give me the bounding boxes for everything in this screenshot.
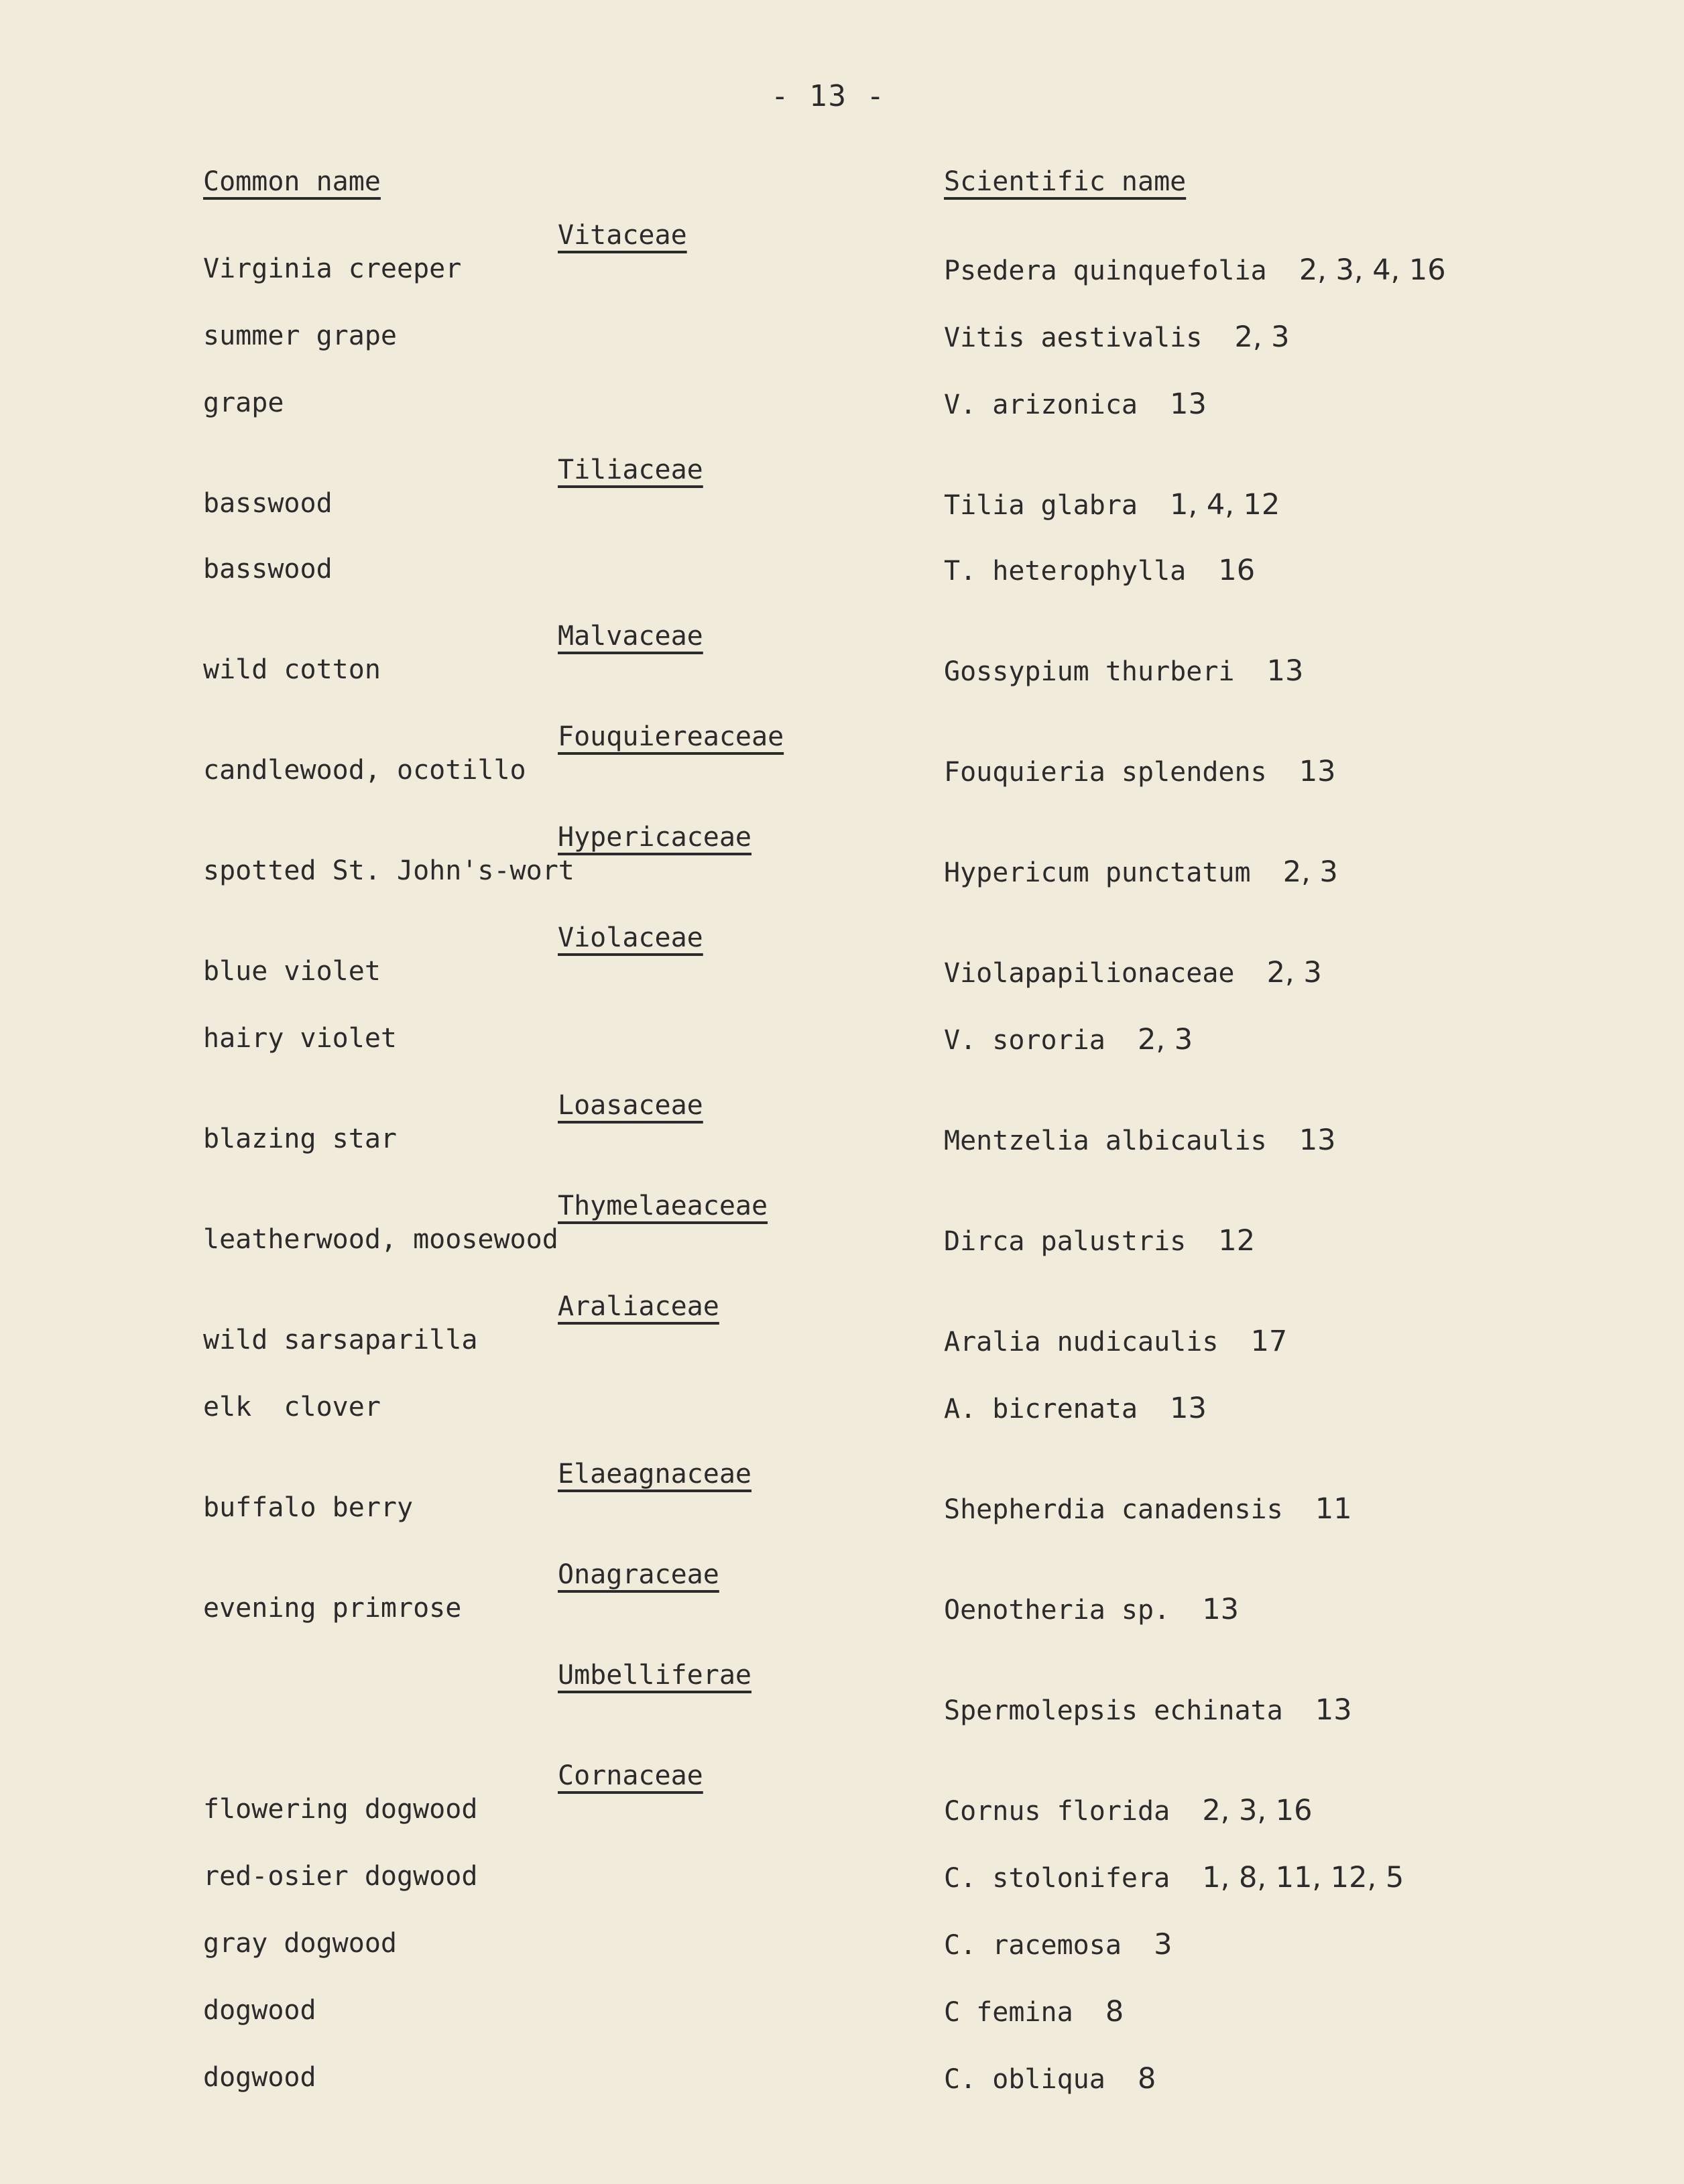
family-heading: Thymelaeaceae: [558, 1191, 768, 1221]
scientific-name-text: V. sororia: [944, 1025, 1105, 1056]
scientific-name-text: Mentzelia albicaulis: [944, 1126, 1267, 1156]
reference-numbers: 8: [1105, 1995, 1124, 2028]
scientific-name-text: Dirca palustris: [944, 1226, 1187, 1257]
scientific-name: [944, 320, 1290, 354]
common-name: dogwood: [203, 2062, 316, 2093]
scientific-name-text: Vitis aestivalis: [944, 322, 1203, 353]
reference-numbers: 13: [1266, 654, 1304, 688]
common-name: flowering dogwood: [203, 1794, 478, 1825]
family-heading: Tiliaceae: [558, 454, 703, 485]
scientific-name: [944, 253, 1446, 287]
scientific-name-text: Aralia nudicaulis: [944, 1327, 1219, 1357]
scientific-name-text: Spermolepsis echinata: [944, 1695, 1283, 1726]
family-heading: Malvaceae: [558, 621, 703, 652]
family-heading: Violaceae: [558, 922, 703, 953]
scientific-name: [944, 654, 1303, 688]
common-name: Virginia creeper: [203, 253, 462, 284]
scientific-name-text: Oenotheria sp.: [944, 1595, 1170, 1626]
family-heading: Onagraceae: [558, 1559, 719, 1590]
scientific-name-text: C. racemosa: [944, 1930, 1122, 1961]
family-heading: Fouquiereaceae: [558, 721, 784, 752]
reference-numbers: 2, 3: [1138, 1023, 1193, 1056]
scientific-name-text: Gossypium thurberi: [944, 656, 1235, 687]
scientific-name: [944, 1861, 1404, 1894]
scientific-name: [944, 755, 1336, 788]
reference-numbers: 13: [1315, 1693, 1352, 1727]
common-name: wild sarsaparilla: [203, 1325, 478, 1355]
reference-numbers: 13: [1299, 755, 1336, 788]
scientific-name: [944, 1995, 1124, 2028]
reference-numbers: 8: [1138, 2062, 1156, 2096]
reference-numbers: 2, 3: [1234, 320, 1290, 354]
scientific-name: [944, 1224, 1255, 1258]
scientific-name-text: C femina: [944, 1997, 1073, 2028]
reference-numbers: 13: [1202, 1593, 1240, 1626]
reference-numbers: 12: [1218, 1224, 1256, 1258]
common-name: grape: [203, 387, 284, 418]
common-name: blue violet: [203, 956, 381, 987]
reference-numbers: 1, 4, 12: [1170, 488, 1280, 522]
reference-numbers: 11: [1315, 1492, 1352, 1526]
reference-numbers: 3: [1154, 1928, 1172, 1961]
scientific-name: [944, 1693, 1352, 1727]
family-heading: Elaeagnaceae: [558, 1459, 751, 1490]
scientific-name: [944, 855, 1338, 889]
reference-numbers: 2, 3: [1282, 855, 1338, 889]
scientific-name-text: C. stolonifera: [944, 1863, 1170, 1894]
scientific-name-text: Shepherdia canadensis: [944, 1494, 1283, 1525]
common-name: dogwood: [203, 1995, 316, 2026]
family-heading: Vitaceae: [558, 220, 687, 251]
scientific-name: [944, 1023, 1193, 1056]
scientific-name-text: Violapapilionaceae: [944, 958, 1235, 989]
reference-numbers: 2, 3: [1266, 956, 1322, 989]
reference-numbers: 17: [1250, 1325, 1288, 1358]
scientific-name: [944, 488, 1280, 522]
scientific-name: [944, 1928, 1172, 1961]
common-name: candlewood, ocotillo: [203, 755, 526, 786]
family-heading: Araliaceae: [558, 1291, 719, 1322]
common-name: basswood: [203, 554, 333, 585]
common-name-header: Common name: [203, 166, 381, 197]
common-name: evening primrose: [203, 1593, 462, 1624]
scientific-name: [944, 1492, 1352, 1526]
reference-numbers: 13: [1299, 1124, 1336, 1157]
common-name: wild cotton: [203, 654, 381, 685]
common-name: red-osier dogwood: [203, 1861, 478, 1892]
common-name: hairy violet: [203, 1023, 397, 1054]
scientific-name: [944, 1124, 1336, 1157]
scientific-name-text: Cornus florida: [944, 1796, 1170, 1827]
family-heading: Loasaceae: [558, 1090, 703, 1121]
common-name: spotted St. John's-wort: [203, 855, 575, 886]
page-number: - 13 -: [771, 79, 886, 113]
reference-numbers: 1, 8, 11, 12, 5: [1202, 1861, 1404, 1894]
common-name: gray dogwood: [203, 1928, 397, 1959]
scientific-name-text: Psedera quinquefolia: [944, 255, 1267, 286]
scientific-name-text: Tilia glabra: [944, 490, 1138, 521]
common-name: elk clover: [203, 1392, 381, 1422]
reference-numbers: 2, 3, 4, 16: [1299, 253, 1446, 287]
common-name: summer grape: [203, 320, 397, 351]
family-heading: Hypericaceae: [558, 822, 751, 853]
scientific-name: [944, 1593, 1239, 1626]
reference-numbers: 16: [1218, 554, 1256, 587]
scientific-name: [944, 2062, 1156, 2096]
reference-numbers: 13: [1170, 387, 1207, 421]
scientific-name: [944, 1392, 1207, 1425]
scientific-name-text: Hypericum punctatum: [944, 857, 1251, 888]
scientific-name: [944, 1325, 1287, 1358]
common-name: leatherwood, moosewood: [203, 1224, 558, 1255]
common-name: buffalo berry: [203, 1492, 414, 1523]
scientific-name: [944, 554, 1255, 587]
reference-numbers: 2, 3, 16: [1202, 1794, 1313, 1827]
common-name: blazing star: [203, 1124, 397, 1154]
scientific-name-text: V. arizonica: [944, 389, 1138, 420]
scientific-name-text: A. bicrenata: [944, 1394, 1138, 1424]
scientific-name-header: Scientific name: [944, 166, 1187, 197]
reference-numbers: 13: [1170, 1392, 1207, 1425]
scientific-name-text: Fouquieria splendens: [944, 757, 1267, 788]
scientific-name: [944, 956, 1322, 989]
scientific-name: [944, 387, 1207, 421]
scientific-name: [944, 1794, 1312, 1827]
family-heading: Cornaceae: [558, 1760, 703, 1791]
family-heading: Umbelliferae: [558, 1660, 751, 1691]
scientific-name-text: T. heterophylla: [944, 556, 1187, 587]
scientific-name-text: C. obliqua: [944, 2064, 1105, 2095]
common-name: basswood: [203, 488, 333, 519]
